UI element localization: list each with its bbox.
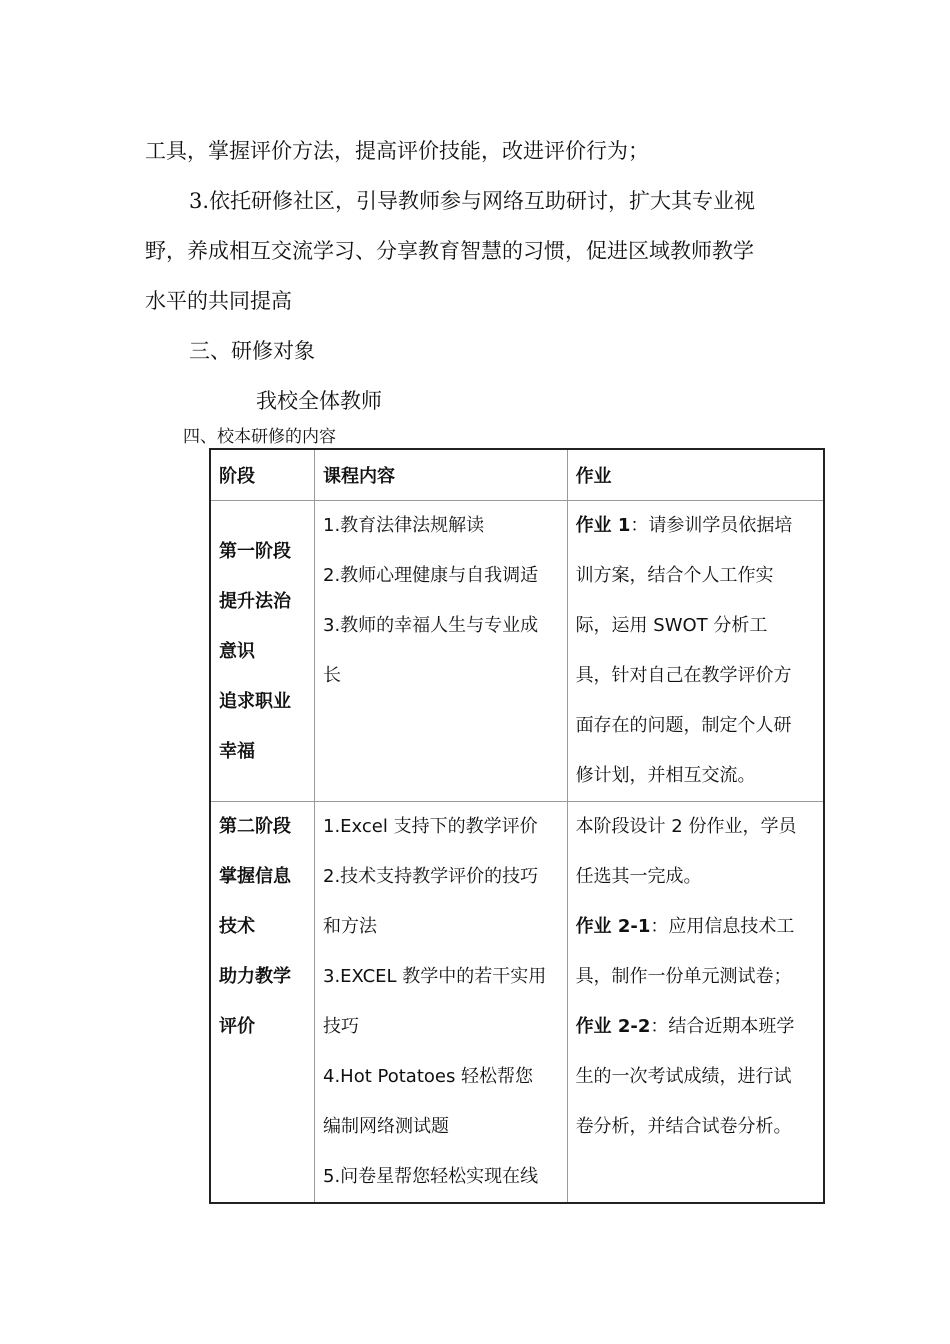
homework-label: 作业 1 (575, 515, 631, 536)
homework-cell (567, 501, 824, 802)
content-line: 技巧 (323, 1016, 359, 1037)
homework-label: 作业 2-2 (575, 1016, 651, 1037)
paragraph-line: 工具，掌握评价方法，提高评价技能，改进评价行为； (145, 139, 649, 163)
homework-line: 训方案，结合个人工作实 (575, 565, 774, 586)
homework-line: 具，制作一份单元测试卷； (575, 966, 792, 987)
content-cell (315, 501, 568, 802)
content-line: 5.问卷星帮您轻松实现在线 (323, 1166, 539, 1187)
table-header-row (210, 449, 824, 501)
content-line: 1.Excel 支持下的教学评价 (323, 816, 538, 837)
content-line: 3.EXCEL 教学中的若干实用 (323, 966, 547, 987)
header-cell: 作业 (567, 449, 824, 501)
stage-line: 技术 (219, 916, 255, 937)
content-line: 3.教师的幸福人生与专业成 (323, 615, 539, 636)
stage-line: 助力教学 (219, 966, 291, 987)
homework-line: 修计划，并相互交流。 (575, 765, 756, 786)
homework-line: 具，针对自己在教学评价方 (575, 665, 792, 686)
stage-line: 掌握信息 (219, 866, 291, 887)
paragraph-line: 野，养成相互交流学习、分享教育智慧的习惯，促进区域教师教学 (145, 239, 754, 263)
content-table (209, 448, 825, 1204)
homework-line (576, 501, 815, 551)
content-line: 4.Hot Potatoes 轻松帮您 (323, 1066, 534, 1087)
content-line: 2.技术支持教学评价的技巧 (323, 866, 539, 887)
paragraph-line: 水平的共同提高 (145, 289, 292, 313)
stage-line: 追求职业 (219, 691, 291, 712)
homework-line: 际，运用 SWOT 分析工 (575, 615, 768, 636)
homework-line: 卷分析，并结合试卷分析。 (575, 1116, 792, 1137)
homework-line: 面存在的问题，制定个人研 (575, 715, 792, 736)
section-heading: 三、研修对象 (189, 339, 315, 363)
stage-line: 提升法治 (219, 591, 291, 612)
content-line: 2.教师心理健康与自我调适 (323, 565, 539, 586)
homework-label: 作业 2-1 (575, 916, 651, 937)
content-line: 和方法 (323, 916, 377, 937)
homework-text: ：请参训学员依据培 (630, 515, 793, 536)
content-line: 编制网络测试题 (323, 1116, 449, 1137)
homework-cell (567, 802, 824, 1204)
table-row (210, 501, 824, 802)
homework-line: 任选其一完成。 (575, 866, 702, 887)
homework-text: ：应用信息技术工 (650, 916, 795, 937)
stage-cell (210, 802, 315, 1204)
homework-line: 本阶段设计 2 份作业，学员 (575, 816, 797, 837)
stage-line: 幸福 (219, 741, 255, 762)
homework-line: 生的一次考试成绩，进行试 (575, 1066, 792, 1087)
stage-cell (210, 501, 315, 802)
header-cell: 课程内容 (315, 449, 568, 501)
stage-line: 第二阶段 (219, 816, 291, 837)
section-body: 我校全体教师 (256, 389, 382, 413)
paragraph-line: 3.依托研修社区，引导教师参与网络互助研讨，扩大其专业视 (189, 189, 756, 213)
content-line: 长 (323, 665, 341, 686)
content-line: 1.教育法律法规解读 (323, 515, 485, 536)
homework-line (576, 1002, 815, 1052)
header-cell: 阶段 (210, 449, 315, 501)
stage-line: 评价 (219, 1016, 255, 1037)
table-row (210, 802, 824, 1204)
content-cell (315, 802, 568, 1204)
homework-line (576, 902, 815, 952)
stage-line: 意识 (219, 641, 255, 662)
section-heading: 四、校本研修的内容 (183, 427, 336, 447)
homework-text: ：结合近期本班学 (650, 1016, 795, 1037)
stage-line: 第一阶段 (219, 541, 291, 562)
